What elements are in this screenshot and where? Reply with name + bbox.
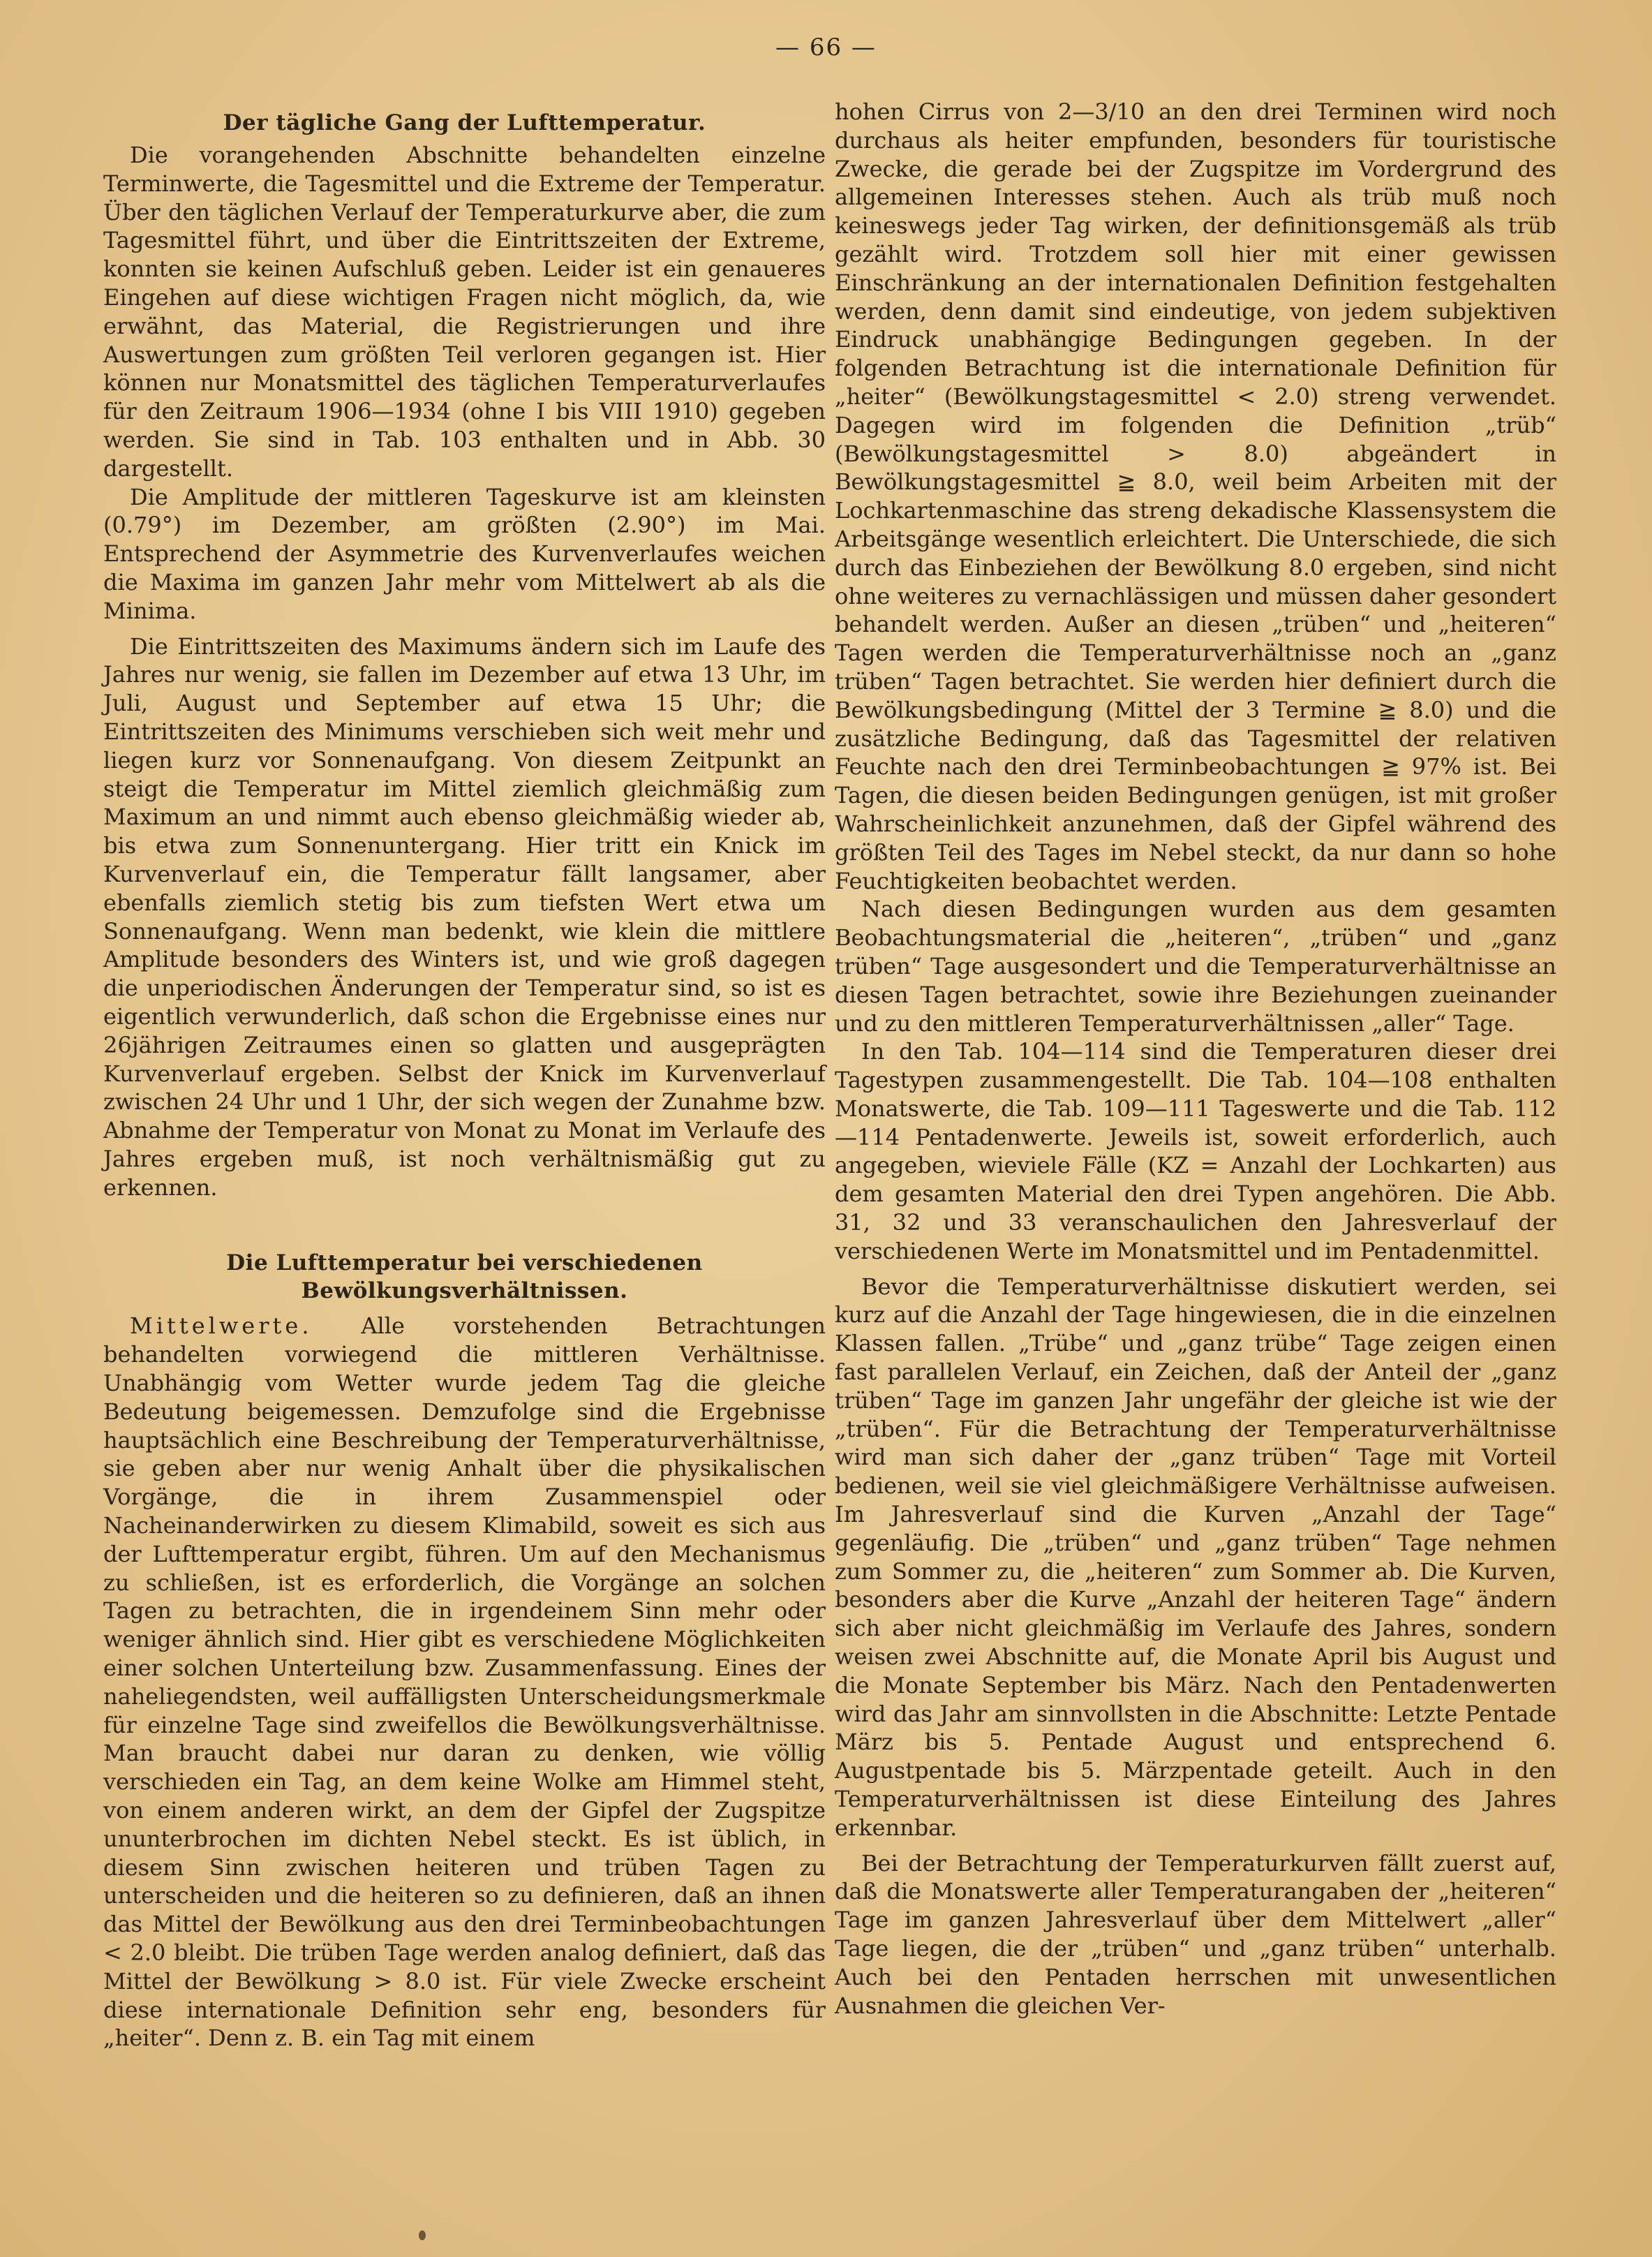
paragraph: In den Tab. 104—114 sind die Temperaturen dieser drei Tagestypen zusammengestellt. Die Tab. 104—108 enthalten Monatswerte, die Tab. 109—111 Tageswerte und die Tab. 112—114 Pentadenwerte. Jeweils ist, soweit erforderlich, auch angegeben, wieviele Fälle (KZ = Anzahl der Lochkarten) aus dem gesamten Material den drei Typen angehören. Die Abb. 31, 32 und 33 veranschaulichen den Jahresverlauf der verschiedenen Werte im Monatsmittel und im Pentadenmittel. bbox=[835, 1038, 1556, 1264]
run-in-heading: Mittelwerte. bbox=[130, 1312, 313, 1340]
paragraph: Bei der Betrachtung der Temperaturkurven fällt zuerst auf, daß die Monatswerte aller Temperaturangaben der „heiteren“ Tage im ganzen Jahresverlauf über dem Mittelwert „aller“ Tage liegen, die der „trüben“ und „ganz trüben“ unterhalb. Auch bei den Pentaden herrschen mit unwesentlichen Ausnahmen die gleichen Ver- bbox=[835, 1849, 1556, 2019]
paragraph: Bevor die Temperaturverhältnisse diskutiert werden, sei kurz auf die Anzahl der Tage hingewiesen, die in die einzelnen Klassen fallen. „Trübe“ und „ganz trübe“ Tage zeigen einen fast parallelen Verlauf, ein Zeichen, daß der Anteil der „ganz trüben“ Tage im ganzen Jahr ungefähr der gleiche ist wie der „trüben“. Für die Betrachtung der Temperaturverhältnisse wird man sich daher der „ganz trüben“ Tage mit Vorteil bedienen, weil sie viel gleichmäßigere Verhältnisse aufweisen. Im Jahresverlauf sind die Kurven „Anzahl der Tage“ gegenläufig. Die „trüben“ und „ganz trüben“ Tage nehmen zum Sommer zu, die „heiteren“ zum Sommer ab. Die Kurven, besonders aber die Kurve „Anzahl der heiteren Tage“ ändern sich aber nicht gleichmäßig im Verlaufe des Jahres, sondern weisen zwei Abschnitte auf, die Monate April bis August und die Monate September bis März. Nach den Pentadenwerten wird das Jahr am sinnvollsten in die Abschnitte: Letzte Pentade März bis 5. Pentade August und entsprechend 6. Augustpentade bis 5. Märzpentade geteilt. Auch in den Temperaturverhältnissen ist diese Einteilung des Jahres erkennbar. bbox=[835, 1273, 1556, 1841]
section-spacer bbox=[103, 1201, 826, 1245]
section-heading-daily-temperature: Der tägliche Gang der Lufttemperatur. bbox=[223, 110, 706, 135]
paragraph: hohen Cirrus von 2—3/10 an den drei Terminen wird noch durchaus als heiter empfunden, besonders für touristische Zwecke, die gerade bei der Zugspitze im Vordergrund des allgemeinen Interesses stehen. Auch als trüb muß noch keineswegs jeder Tag wirken, der definitionsgemäß als trüb gezählt wird. Trotzdem soll hier mit einer gewissen Einschränkung an der internationalen Definition festgehalten werden, denn damit sind eindeutige, von jedem subjektiven Eindruck unabhängige Bedingungen gegeben. In der folgenden Betrachtung ist die internationale Definition für „heiter“ (Bewölkungstagesmittel < 2.0) streng verwendet. Dagegen wird im folgenden die Definition „trüb“ (Bewölkungstagesmittel > 8.0) abgeändert in Bewölkungstagesmittel ≧ 8.0, weil beim Arbeiten mit der Lochkartenmaschine das streng dekadische Klassensystem die Arbeitsgänge wesentlich erleichtert. Die Unterschiede, die sich durch das Einbeziehen der Bewölkung 8.0 ergeben, sind nicht ohne weiteres zu vernachlässigen und müssen daher gesondert behandelt werden. Außer an diesen „trüben“ und „heiteren“ Tagen werden die Temperaturverhältnisse noch an „ganz trüben“ Tagen betrachtet. Sie werden hier definiert durch die Bewölkungsbedingung (Mittel der 3 Termine ≧ 8.0) und die zusätzliche Bedingung, daß das Tagesmittel der relativen Feuchte nach den drei Terminbeobachtungen ≧ 97% ist. Bei Tagen, die diesen beiden Bedingungen genügen, ist mit großer Wahrscheinlichkeit anzunehmen, daß der Gipfel während des größten Teil des Tages im Nebel steckt, da nur dann so hohe Feuchtigkeiten beobachtet werden. bbox=[835, 98, 1556, 894]
paragraph: Die Eintrittszeiten des Maximums ändern sich im Laufe des Jahres nur wenig, sie fallen im Dezember auf etwa 13 Uhr, im Juli, August und September auf etwa 15 Uhr; die Eintrittszeiten des Minimums verschieben sich weit mehr und liegen kurz vor Sonnenaufgang. Von diesem Zeitpunkt an steigt die Temperatur im Mittel ziemlich gleichmäßig zum Maximum an und nimmt auch ebenso gleichmäßig wieder ab, bis etwa zum Sonnenuntergang. Hier tritt ein Knick im Kurvenverlauf ein, die Temperatur fällt langsamer, aber ebenfalls ziemlich stetig bis zum tiefsten Wert etwa um Sonnenaufgang. Wenn man bedenkt, wie klein die mittlere Amplitude besonders des Winters ist, und wie groß dagegen die unperiodischen Änderungen der Temperatur sind, so ist es eigentlich verwunderlich, daß schon die Ergebnisse eines nur 26jährigen Zeitraumes einen so glatten und ausgeprägten Kurvenverlauf ergeben. Selbst der Knick im Kurvenverlauf zwischen 24 Uhr und 1 Uhr, der sich wegen der Zunahme bzw. Abnahme der Temperatur von Monat zu Monat im Verlaufe des Jahres ergeben muß, ist noch verhältnismäßig gut zu erkennen. bbox=[103, 632, 826, 1201]
right-column bbox=[835, 98, 1556, 2020]
ink-spot bbox=[419, 2230, 426, 2240]
page-number: — 66 — bbox=[775, 34, 877, 61]
paragraph: Die Amplitude der mittleren Tageskurve ist am kleinsten (0.79°) im Dezember, am größten (2.90°) im Mai. Entsprechend der Asymmetrie des Kurvenverlaufes weichen die Maxima im ganzen Jahr mehr vom Mittelwert ab als die Minima. bbox=[103, 483, 826, 624]
paragraph bbox=[103, 1312, 826, 2052]
paragraph: Die vorangehenden Abschnitte behandelten einzelne Terminwerte, die Tagesmittel und die Extreme der Temperatur. Über den täglichen Verlauf der Temperaturkurve aber, die zum Tagesmittel führt, und über die Eintrittszeiten der Extreme, konnten sie keinen Aufschluß geben. Leider ist ein genaueres Eingehen auf diese wichtigen Fragen nicht möglich, da, wie erwähnt, das Material, die Registrierungen und ihre Auswertungen zum größten Teil verloren gegangen ist. Hier können nur Monatsmittel des täglichen Temperaturverlaufes für den Zeitraum 1906—1934 (ohne I bis VIII 1910) gegeben werden. Sie sind in Tab. 103 enthalten und in Abb. 30 dargestellt. bbox=[103, 142, 826, 482]
paragraph: Nach diesen Bedingungen wurden aus dem gesamten Beobachtungsmaterial die „heiteren“, „trüben“ und „ganz trüben“ Tage ausgesondert und die Temperaturverhältnisse an diesen Tagen betrachtet, sowie ihre Beziehungen zueinander und zu den mittleren Temperaturverhältnissen „aller“ Tage. bbox=[835, 896, 1556, 1037]
left-column bbox=[103, 105, 826, 2052]
section-heading-cloudiness: Die Lufttemperatur bei verschiedenen Bewölkungsverhältnissen. bbox=[226, 1250, 703, 1304]
paragraph-text: Alle vorstehenden Betrachtungen behandelten vorwiegend die mittleren Verhältnisse. Unabhängig vom Wetter wurde jedem Tag die gleiche Bedeutung beigemessen. Demzufolge sind die Ergebnisse hauptsächlich eine Beschreibung der Temperaturverhältnisse, sie geben aber nur wenig Anhalt über die physikalischen Vorgänge, die in ihrem Zusammenspiel oder Nacheinanderwirken zu diesem Klimabild, soweit es sich aus der Lufttemperatur ergibt, führen. Um auf den Mechanismus zu schließen, ist es erforderlich, die Vorgänge an solchen Tagen zu betrachten, die in irgendeinem Sinn mehr oder weniger ähnlich sind. Hier gibt es verschiedene Möglichkeiten einer solchen Unterteilung bzw. Zusammenfassung. Eines der naheliegendsten, weil auffälligsten Unterscheidungsmerkmale für einzelne Tage sind zweifellos die Bewölkungsverhältnisse. Man braucht dabei nur daran zu denken, wie völlig verschieden ein Tag, an dem keine Wolke am Himmel steht, von einem anderen wirkt, an dem der Gipfel der Zugspitze ununterbrochen im dichten Nebel steckt. Es ist üblich, in diesem Sinn zwischen heiteren und trüben Tagen zu unterscheiden und die heiteren so zu definieren, daß an ihnen das Mittel der Bewölkung aus den drei Terminbeobachtungen < 2.0 bleibt. Die trüben Tage werden analog definiert, daß das Mittel der Bewölkung > 8.0 ist. Für viele Zwecke erscheint diese internationale Definition sehr eng, besonders für „heiter“. Denn z. B. ein Tag mit einem bbox=[103, 1312, 826, 2052]
